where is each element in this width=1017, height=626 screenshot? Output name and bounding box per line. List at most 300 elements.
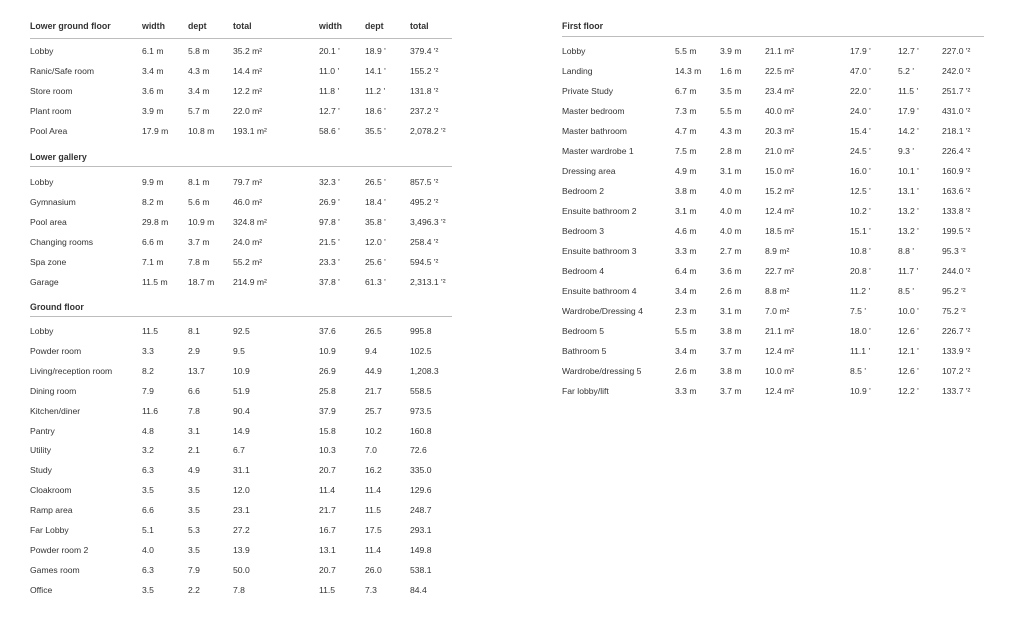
dimension-value: 11.4	[365, 545, 382, 555]
room-name: Powder room	[30, 346, 82, 356]
dimension-value: 4.9	[188, 465, 200, 475]
dimension-value: 4.3 m	[720, 126, 742, 136]
dimension-value: 15.1 '	[850, 226, 871, 236]
dimension-value: 35.8 '	[365, 217, 386, 227]
dimension-value: 8.9 m²	[765, 246, 790, 256]
column-header: total	[410, 21, 429, 31]
dimension-value: 27.2	[233, 525, 250, 535]
room-name: Wardrobe/Dressing 4	[562, 306, 643, 316]
dimension-value: 160.8	[410, 426, 432, 436]
dimension-value: 17.5	[365, 525, 382, 535]
dimension-value: 558.5	[410, 386, 432, 396]
dimension-value: 160.9 '²	[942, 166, 971, 176]
dimension-value: 13.1	[319, 545, 336, 555]
dimension-value: 25.8	[319, 386, 336, 396]
dimension-value: 218.1 '²	[942, 126, 971, 136]
dimension-value: 12.4 m²	[765, 346, 795, 356]
dimension-value: 107.2 '²	[942, 366, 971, 376]
room-name: Lobby	[562, 46, 586, 56]
dimension-value: 7.8	[233, 585, 245, 595]
dimension-value: 538.1	[410, 565, 432, 575]
dimension-value: 133.8 '²	[942, 206, 971, 216]
dimension-value: 2.8 m	[720, 146, 742, 156]
dimension-value: 3.2	[142, 445, 154, 455]
dimension-value: 13.9	[233, 545, 250, 555]
dimension-value: 3.5 m	[720, 86, 742, 96]
dimension-value: 22.0 '	[850, 86, 871, 96]
room-name: Wardrobe/dressing 5	[562, 366, 642, 376]
dimension-value: 17.9 '	[898, 106, 919, 116]
room-name: Study	[30, 465, 52, 475]
dimension-value: 2.3 m	[675, 306, 697, 316]
dimension-value: 3.5	[142, 585, 154, 595]
dimension-value: 40.0 m²	[765, 106, 795, 116]
room-name: Cloakroom	[30, 485, 72, 495]
dimension-value: 7.0 m²	[765, 306, 790, 316]
dimension-value: 26.5	[365, 326, 382, 336]
dimension-value: 20.1 '	[319, 46, 340, 56]
dimension-value: 3.7 m	[188, 237, 210, 247]
room-name: Ensuite bathroom 4	[562, 286, 637, 296]
dimension-value: 6.6 m	[142, 237, 164, 247]
room-name: Gymnasium	[30, 197, 76, 207]
dimension-value: 26.9	[319, 366, 336, 376]
dimension-value: 3.1 m	[675, 206, 697, 216]
dimension-value: 15.4 '	[850, 126, 871, 136]
dimension-value: 20.7	[319, 465, 336, 475]
dimension-value: 6.4 m	[675, 266, 697, 276]
room-name: Far Lobby	[30, 525, 69, 535]
dimension-value: 24.5 '	[850, 146, 871, 156]
dimension-value: 6.3	[142, 565, 154, 575]
dimension-value: 973.5	[410, 406, 432, 416]
dimension-value: 248.7	[410, 505, 432, 515]
dimension-value: 50.0	[233, 565, 250, 575]
dimension-value: 4.7 m	[675, 126, 697, 136]
dimension-value: 4.3 m	[188, 66, 210, 76]
dimension-value: 4.6 m	[675, 226, 697, 236]
dimension-value: 13.7	[188, 366, 205, 376]
dimension-value: 13.1 '	[898, 186, 919, 196]
room-name: Living/reception room	[30, 366, 113, 376]
column-header: dept	[188, 21, 207, 31]
dimension-value: 7.1 m	[142, 257, 164, 267]
dimension-value: 24.0 m²	[233, 237, 263, 247]
dimension-value: 31.1	[233, 465, 250, 475]
dimension-value: 46.0 m²	[233, 197, 263, 207]
dimension-value: 18.0 '	[850, 326, 871, 336]
dimension-value: 35.5 '	[365, 126, 386, 136]
room-name: Ensuite bathroom 2	[562, 206, 637, 216]
room-name: Master bedroom	[562, 106, 625, 116]
dimension-value: 21.7	[365, 386, 382, 396]
dimension-value: 21.5 '	[319, 237, 340, 247]
dimension-value: 61.3 '	[365, 277, 386, 287]
dimension-value: 18.5 m²	[765, 226, 795, 236]
dimension-value: 21.7	[319, 505, 336, 515]
dimension-value: 3.1 m	[720, 166, 742, 176]
dimension-value: 12.7 '	[898, 46, 919, 56]
dimension-value: 242.0 '²	[942, 66, 971, 76]
dimension-value: 23.4 m²	[765, 86, 795, 96]
section-rule	[30, 166, 452, 167]
section-heading: First floor	[562, 21, 604, 31]
room-name: Games room	[30, 565, 80, 575]
dimension-value: 37.9	[319, 406, 336, 416]
dimension-value: 4.0 m	[720, 186, 742, 196]
dimension-value: 3,496.3 '²	[410, 217, 446, 227]
dimension-value: 3.4 m	[188, 86, 210, 96]
dimension-value: 95.3 '²	[942, 246, 966, 256]
dimension-value: 11.5 m	[142, 277, 168, 287]
dimension-value: 21.0 m²	[765, 146, 795, 156]
dimension-value: 7.3 m	[675, 106, 697, 116]
dimension-value: 10.2 '	[850, 206, 871, 216]
dimension-value: 7.3	[365, 585, 377, 595]
dimension-value: 12.4 m²	[765, 206, 795, 216]
dimension-value: 84.4	[410, 585, 427, 595]
dimension-value: 14.2 '	[898, 126, 919, 136]
room-name: Office	[30, 585, 53, 595]
dimension-value: 13.2 '	[898, 206, 919, 216]
dimension-value: 18.6 '	[365, 106, 386, 116]
dimension-value: 8.2 m	[142, 197, 164, 207]
dimension-value: 5.6 m	[188, 197, 210, 207]
dimension-value: 1,208.3	[410, 366, 439, 376]
dimension-value: 3.8 m	[675, 186, 697, 196]
dimension-value: 594.5 '²	[410, 257, 439, 267]
dimension-value: 11.5	[142, 326, 159, 336]
dimension-value: 293.1	[410, 525, 432, 535]
dimension-value: 133.7 '²	[942, 386, 971, 396]
dimension-value: 16.0 '	[850, 166, 871, 176]
header-rule	[30, 38, 452, 39]
dimension-value: 5.5 m	[720, 106, 742, 116]
dimension-value: 227.0 '²	[942, 46, 971, 56]
dimension-value: 12.0	[233, 485, 250, 495]
dimension-value: 10.1 '	[898, 166, 919, 176]
dimension-value: 8.8 m²	[765, 286, 790, 296]
room-name: Dining room	[30, 386, 77, 396]
room-name: Ramp area	[30, 505, 73, 515]
dimension-value: 133.9 '²	[942, 346, 971, 356]
dimension-value: 495.2 '²	[410, 197, 439, 207]
dimension-value: 149.8	[410, 545, 432, 555]
dimension-value: 10.3	[319, 445, 336, 455]
dimension-value: 431.0 '²	[942, 106, 971, 116]
dimension-value: 5.7 m	[188, 106, 210, 116]
dimension-value: 7.5 m	[675, 146, 697, 156]
dimension-value: 8.5 '	[850, 366, 866, 376]
dimension-value: 7.8	[188, 406, 200, 416]
dimension-value: 6.6	[188, 386, 200, 396]
dimension-value: 324.8 m²	[233, 217, 267, 227]
dimension-value: 55.2 m²	[233, 257, 263, 267]
dimension-value: 3.9 m	[720, 46, 742, 56]
dimension-value: 10.0 '	[898, 306, 919, 316]
dimension-value: 44.9	[365, 366, 382, 376]
dimension-value: 3.7 m	[720, 346, 742, 356]
section-rule	[30, 316, 452, 317]
dimension-value: 47.0 '	[850, 66, 871, 76]
dimension-value: 5.8 m	[188, 46, 210, 56]
dimension-value: 4.0	[142, 545, 154, 555]
room-name: Spa zone	[30, 257, 67, 267]
dimension-value: 10.9 m	[188, 217, 215, 227]
dimension-value: 155.2 '²	[410, 66, 439, 76]
dimension-value: 2.6 m	[720, 286, 742, 296]
column-header: total	[233, 21, 252, 31]
dimension-value: 22.0 m²	[233, 106, 263, 116]
dimension-value: 5.5 m	[675, 326, 697, 336]
dimension-value: 244.0 '²	[942, 266, 971, 276]
dimension-value: 11.5 '	[898, 86, 919, 96]
dimension-value: 3.6 m	[720, 266, 742, 276]
dimension-value: 35.2 m²	[233, 46, 263, 56]
room-name: Plant room	[30, 106, 72, 116]
dimension-value: 9.9 m	[142, 177, 164, 187]
dimension-value: 9.5	[233, 346, 245, 356]
room-name: Private Study	[562, 86, 614, 96]
dimension-value: 37.6	[319, 326, 336, 336]
dimension-value: 22.5 m²	[765, 66, 795, 76]
dimension-value: 7.5 '	[850, 306, 866, 316]
dimension-value: 3.4 m	[142, 66, 164, 76]
room-name: Dressing area	[562, 166, 616, 176]
room-name: Bedroom 2	[562, 186, 605, 196]
room-name: Pool area	[30, 217, 67, 227]
dimension-value: 25.6 '	[365, 257, 386, 267]
dimension-value: 226.7 '²	[942, 326, 971, 336]
dimension-value: 11.4	[365, 485, 382, 495]
dimension-value: 75.2 '²	[942, 306, 966, 316]
dimension-value: 51.9	[233, 386, 250, 396]
dimension-value: 8.1	[188, 326, 200, 336]
dimension-value: 72.6	[410, 445, 427, 455]
dimension-value: 14.1 '	[365, 66, 386, 76]
dimension-value: 22.7 m²	[765, 266, 795, 276]
dimension-value: 199.5 '²	[942, 226, 971, 236]
dimension-value: 3.4 m	[675, 346, 697, 356]
dimension-value: 12.7 '	[319, 106, 340, 116]
dimension-value: 17.9 '	[850, 46, 871, 56]
room-name: Landing	[562, 66, 593, 76]
room-name: Bedroom 3	[562, 226, 605, 236]
dimension-value: 79.7 m²	[233, 177, 263, 187]
dimension-value: 10.8 '	[850, 246, 871, 256]
dimension-value: 995.8	[410, 326, 432, 336]
dimension-value: 12.6 '	[898, 366, 919, 376]
dimension-value: 3.4 m	[675, 286, 697, 296]
dimension-value: 6.1 m	[142, 46, 164, 56]
dimension-value: 21.1 m²	[765, 326, 795, 336]
dimension-value: 2.2	[188, 585, 200, 595]
room-name: Bedroom 5	[562, 326, 605, 336]
dimension-value: 3.9 m	[142, 106, 164, 116]
dimension-value: 8.1 m	[188, 177, 210, 187]
dimension-value: 3.7 m	[720, 386, 742, 396]
dimension-value: 20.7	[319, 565, 336, 575]
column-header: width	[142, 21, 165, 31]
dimension-value: 6.6	[142, 505, 154, 515]
dimension-value: 92.5	[233, 326, 250, 336]
dimension-value: 11.6	[142, 406, 159, 416]
dimension-value: 3.8 m	[720, 326, 742, 336]
dimension-value: 11.0 '	[319, 66, 340, 76]
dimension-value: 21.1 m²	[765, 46, 795, 56]
room-name: Bedroom 4	[562, 266, 605, 276]
dimension-value: 16.7	[319, 525, 336, 535]
room-name: Garage	[30, 277, 59, 287]
dimension-value: 12.2 '	[898, 386, 919, 396]
dimension-value: 379.4 '²	[410, 46, 439, 56]
dimension-value: 11.5	[319, 585, 336, 595]
dimension-value: 95.2 '²	[942, 286, 966, 296]
column-header: width	[319, 21, 342, 31]
dimension-value: 6.7 m	[675, 86, 697, 96]
dimension-value: 3.1	[188, 426, 200, 436]
dimension-value: 13.2 '	[898, 226, 919, 236]
dimension-value: 18.4 '	[365, 197, 386, 207]
dimension-value: 3.1 m	[720, 306, 742, 316]
dimension-value: 3.6 m	[142, 86, 164, 96]
dimension-value: 11.1 '	[850, 346, 871, 356]
dimension-value: 14.3 m	[675, 66, 702, 76]
dimension-value: 20.3 m²	[765, 126, 795, 136]
dimension-value: 7.0	[365, 445, 377, 455]
dimension-value: 10.9	[319, 346, 336, 356]
dimension-value: 20.8 '	[850, 266, 871, 276]
room-name: Bathroom 5	[562, 346, 607, 356]
dimension-value: 4.0 m	[720, 226, 742, 236]
dimension-value: 2.7 m	[720, 246, 742, 256]
dimension-value: 129.6	[410, 485, 432, 495]
dimension-value: 163.6 '²	[942, 186, 971, 196]
room-name: Master wardrobe 1	[562, 146, 634, 156]
dimension-value: 214.9 m²	[233, 277, 267, 287]
dimension-value: 26.5 '	[365, 177, 386, 187]
dimension-value: 258.4 '²	[410, 237, 439, 247]
dimension-value: 3.5	[188, 485, 200, 495]
dimension-value: 10.8 m	[188, 126, 215, 136]
dimension-value: 11.2 '	[365, 86, 386, 96]
dimension-value: 12.0 '	[365, 237, 386, 247]
dimension-value: 5.5 m	[675, 46, 697, 56]
dimension-value: 2.9	[188, 346, 200, 356]
dimension-value: 11.2 '	[850, 286, 871, 296]
dimension-value: 12.6 '	[898, 326, 919, 336]
dimension-value: 193.1 m²	[233, 126, 267, 136]
room-name: Lobby	[30, 177, 54, 187]
dimension-value: 1.6 m	[720, 66, 742, 76]
dimension-value: 4.8	[142, 426, 154, 436]
dimension-value: 2.1	[188, 445, 200, 455]
dimension-value: 131.8 '²	[410, 86, 439, 96]
dimension-value: 335.0	[410, 465, 432, 475]
dimension-value: 9.3 '	[898, 146, 914, 156]
room-name: Master bathroom	[562, 126, 627, 136]
dimension-value: 11.4	[319, 485, 336, 495]
dimension-value: 25.7	[365, 406, 382, 416]
dimension-value: 29.8 m	[142, 217, 169, 227]
dimension-value: 2.6 m	[675, 366, 697, 376]
dimension-value: 7.9	[142, 386, 154, 396]
dimension-value: 97.8 '	[319, 217, 340, 227]
dimension-value: 12.4 m²	[765, 386, 795, 396]
dimension-value: 8.5 '	[898, 286, 914, 296]
dimension-value: 3.5	[188, 545, 200, 555]
dimension-value: 15.8	[319, 426, 336, 436]
dimension-value: 226.4 '²	[942, 146, 971, 156]
dimension-value: 3.3 m	[675, 246, 697, 256]
dimension-value: 3.3	[142, 346, 154, 356]
section-heading: Ground floor	[30, 302, 84, 312]
dimension-value: 10.9	[233, 366, 250, 376]
dimension-value: 18.9 '	[365, 46, 386, 56]
dimension-value: 5.3	[188, 525, 200, 535]
dimension-value: 17.9 m	[142, 126, 169, 136]
dimension-value: 10.0 m²	[765, 366, 795, 376]
dimension-value: 3.8 m	[720, 366, 742, 376]
dimension-value: 12.1 '	[898, 346, 919, 356]
room-name: Ranic/Safe room	[30, 66, 95, 76]
dimension-value: 3.5	[188, 505, 200, 515]
dimension-value: 12.2 m²	[233, 86, 263, 96]
dimension-value: 16.2	[365, 465, 382, 475]
dimension-value: 4.0 m	[720, 206, 742, 216]
dimension-value: 6.7	[233, 445, 245, 455]
dimension-value: 90.4	[233, 406, 250, 416]
room-name: Pantry	[30, 426, 55, 436]
dimension-value: 2,078.2 '²	[410, 126, 446, 136]
dimension-value: 7.9	[188, 565, 200, 575]
dimension-value: 2,313.1 '²	[410, 277, 446, 287]
dimension-value: 6.3	[142, 465, 154, 475]
section-heading: Lower ground floor	[30, 21, 111, 31]
room-name: Store room	[30, 86, 73, 96]
dimension-value: 14.4 m²	[233, 66, 263, 76]
header-rule	[562, 36, 984, 37]
dimension-value: 11.8 '	[319, 86, 340, 96]
dimension-value: 251.7 '²	[942, 86, 971, 96]
dimension-value: 11.7 '	[898, 266, 919, 276]
dimension-value: 8.2	[142, 366, 154, 376]
dimension-value: 23.3 '	[319, 257, 340, 267]
dimension-value: 23.1	[233, 505, 250, 515]
dimension-value: 5.2 '	[898, 66, 914, 76]
dimension-value: 18.7 m	[188, 277, 215, 287]
dimension-value: 857.5 '²	[410, 177, 439, 187]
dimension-value: 102.5	[410, 346, 432, 356]
dimension-value: 15.2 m²	[765, 186, 795, 196]
dimension-value: 26.0	[365, 565, 382, 575]
dimension-value: 9.4	[365, 346, 377, 356]
room-name: Lobby	[30, 326, 54, 336]
dimension-value: 32.3 '	[319, 177, 340, 187]
dimension-value: 10.9 '	[850, 386, 871, 396]
room-name: Pool Area	[30, 126, 68, 136]
dimension-value: 37.8 '	[319, 277, 340, 287]
room-name: Powder room 2	[30, 545, 89, 555]
room-name: Kitchen/diner	[30, 406, 81, 416]
section-heading: Lower gallery	[30, 152, 87, 162]
dimension-value: 10.2	[365, 426, 382, 436]
room-name: Changing rooms	[30, 237, 94, 247]
room-name: Lobby	[30, 46, 54, 56]
dimension-value: 237.2 '²	[410, 106, 439, 116]
dimension-value: 7.8 m	[188, 257, 210, 267]
dimension-value: 3.5	[142, 485, 154, 495]
